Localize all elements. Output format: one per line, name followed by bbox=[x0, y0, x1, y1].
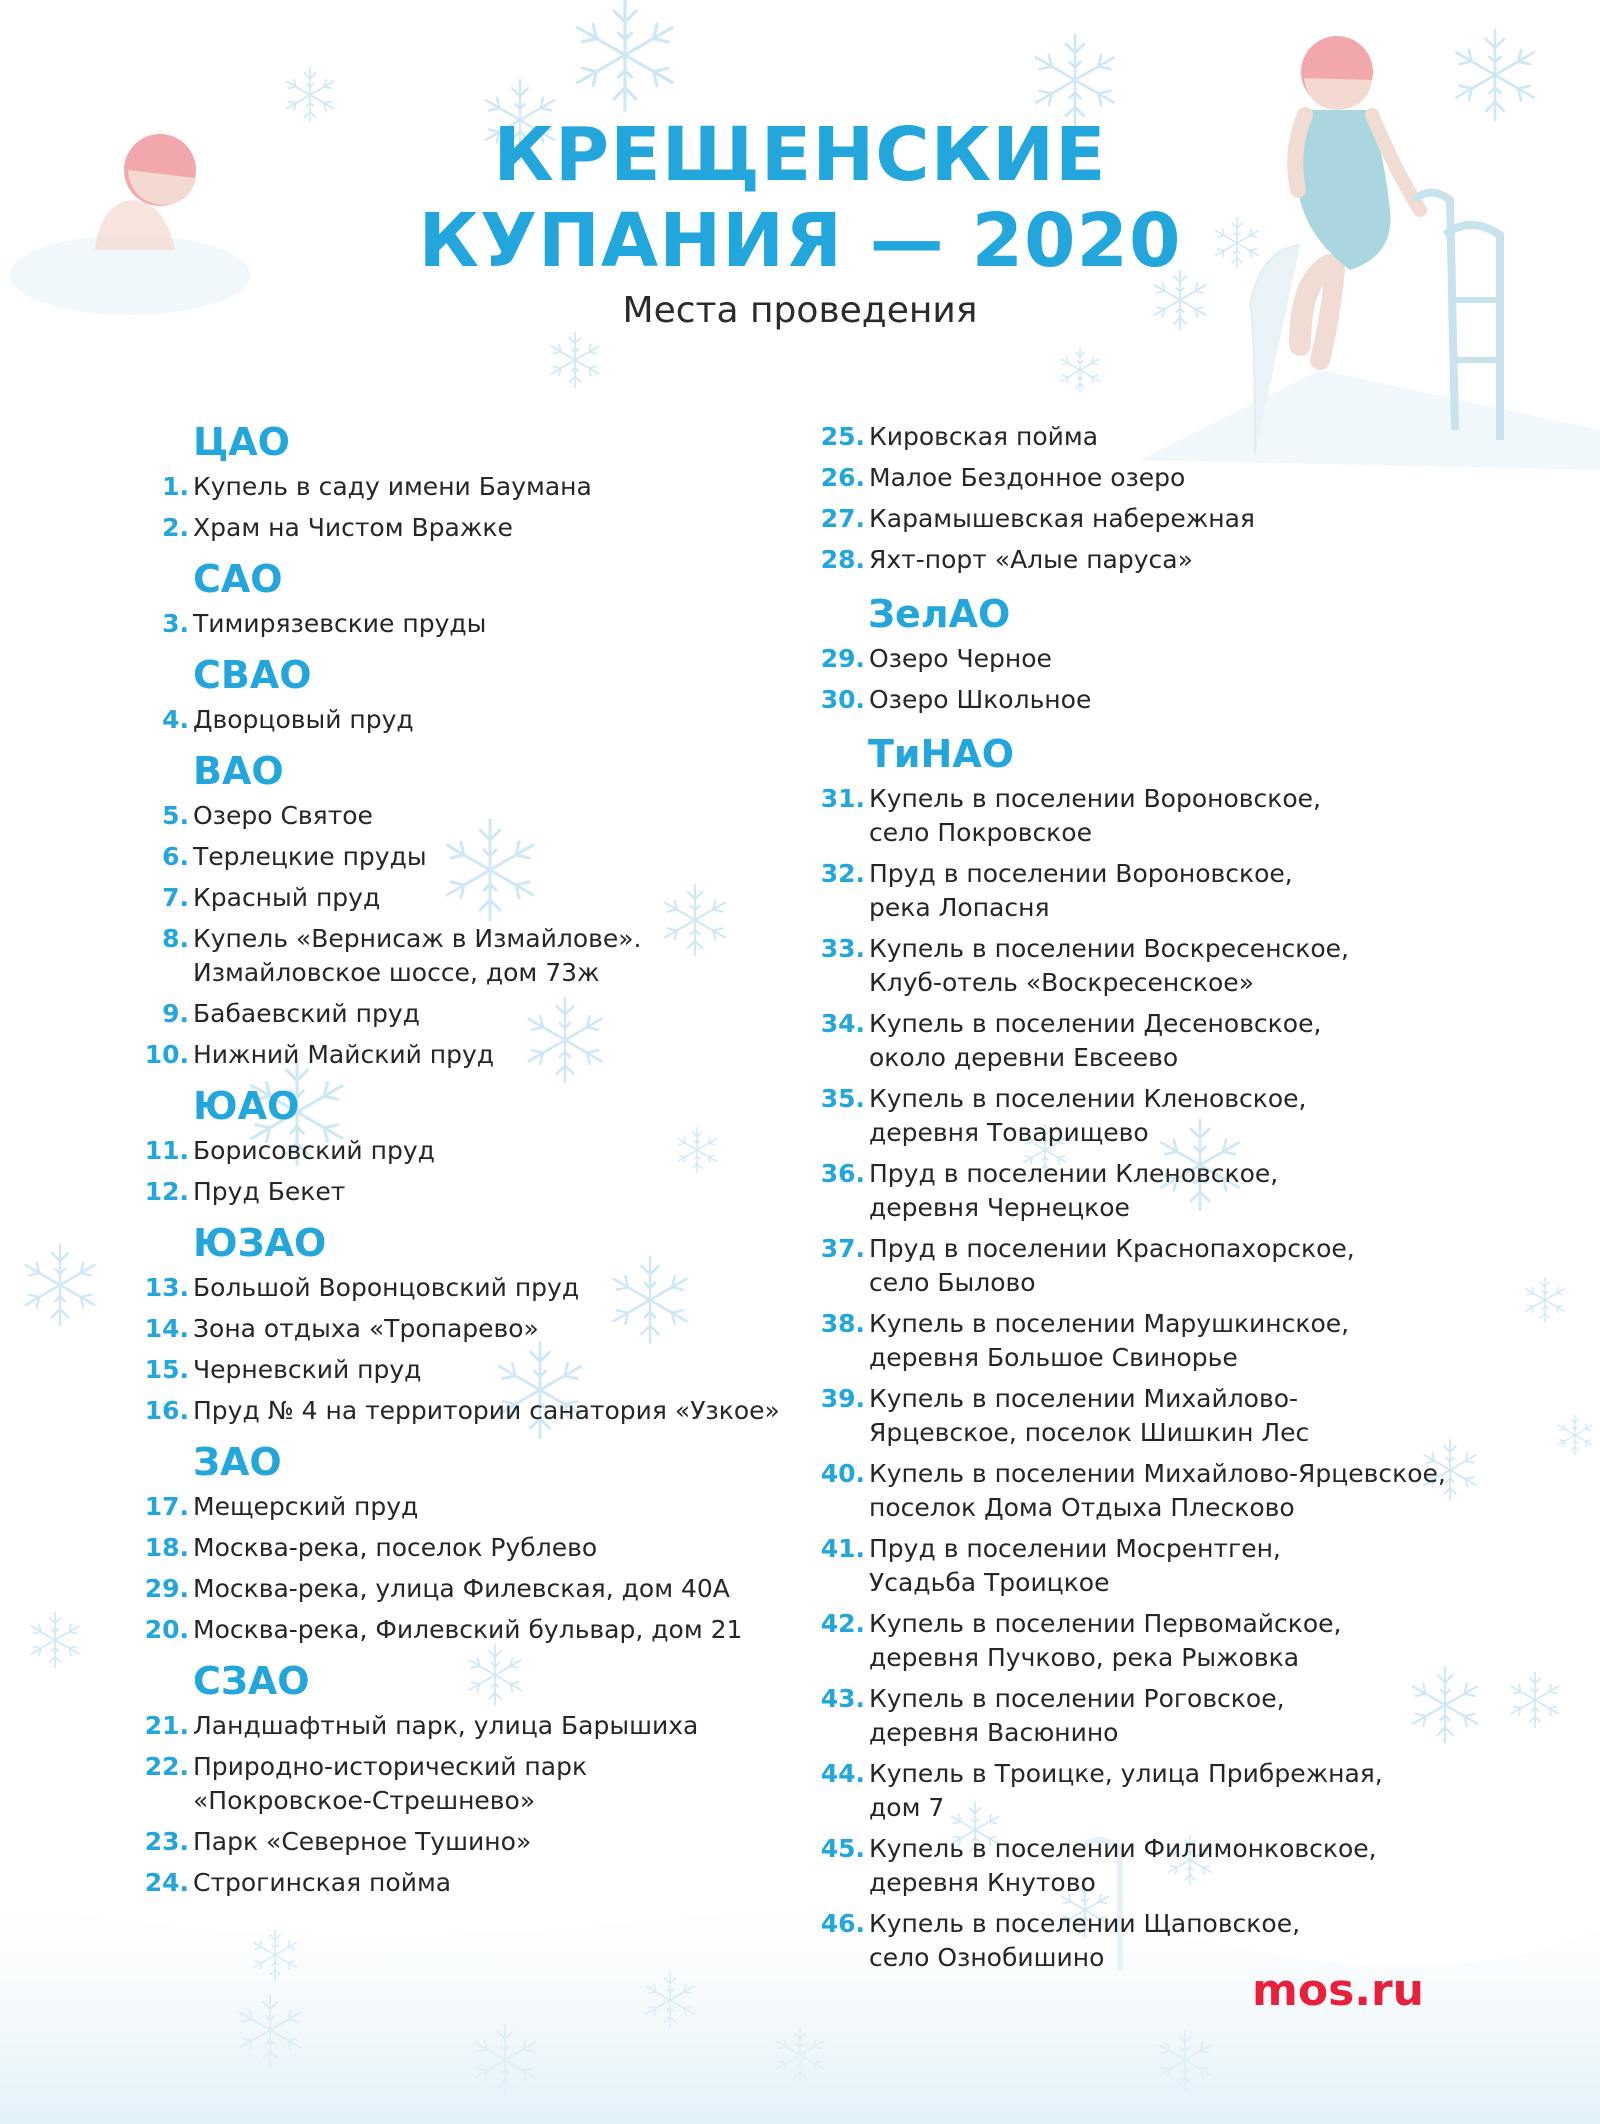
list-item-text-cont: Усадьба Троицкое bbox=[869, 1568, 1110, 1597]
list-item-text-cont: село Ознобишино bbox=[869, 1943, 1105, 1972]
list-item bbox=[820, 683, 1092, 717]
list-item-text: Купель «Вернисаж в Измайлове». bbox=[193, 924, 642, 953]
list-item-number: 8. bbox=[162, 924, 189, 953]
list-item-text: Парк «Северное Тушино» bbox=[193, 1827, 532, 1856]
list-item-number: 15. bbox=[144, 1355, 189, 1384]
list-item-text: Пруд в поселении Вороновское, bbox=[869, 859, 1293, 888]
list-item-text: Мещерский пруд bbox=[193, 1492, 419, 1521]
list-item-text: Озеро Школьное bbox=[869, 685, 1092, 714]
list-item-text: Купель в поселении Кленовское, bbox=[869, 1084, 1307, 1113]
list-item-text-cont: поселок Дома Отдыха Плесково bbox=[869, 1493, 1295, 1522]
page-title-line2: КУПАНИЯ — 2020 bbox=[418, 198, 1182, 284]
list-item-text: Купель в поселении Первомайское, bbox=[869, 1609, 1342, 1638]
list-item bbox=[820, 1757, 1383, 1825]
list-item-number: 28. bbox=[820, 545, 865, 574]
list-item-number: 4. bbox=[162, 705, 189, 734]
list-item-number: 9. bbox=[162, 999, 189, 1028]
list-item-text: Москва-река, Филевский бульвар, дом 21 bbox=[193, 1615, 743, 1644]
list-item-number: 5. bbox=[162, 801, 189, 830]
list-item-number: 46. bbox=[820, 1909, 865, 1938]
list-item-text-cont: Ярцевское, поселок Шишкин Лес bbox=[869, 1418, 1310, 1447]
list-item-text: Пруд в поселении Мосрентген, bbox=[869, 1534, 1281, 1563]
list-item bbox=[820, 1457, 1446, 1525]
list-item-number: 16. bbox=[144, 1396, 189, 1425]
list-item-text: Пруд в поселении Краснопахорское, bbox=[869, 1234, 1355, 1263]
list-item bbox=[820, 1007, 1322, 1075]
list-item-number: 20. bbox=[144, 1615, 189, 1644]
list-item-text-cont: село Покровское bbox=[869, 818, 1092, 847]
list-item-text: Купель в Троицке, улица Прибрежная, bbox=[869, 1759, 1383, 1788]
list-item-text: Пруд № 4 на территории санатория «Узкое» bbox=[193, 1396, 780, 1425]
district-heading: ЮАО bbox=[193, 1084, 300, 1128]
list-item-number: 40. bbox=[820, 1459, 865, 1488]
list-item-text-cont: деревня Товарищево bbox=[869, 1118, 1149, 1147]
list-item-text: Озеро Святое bbox=[193, 801, 373, 830]
list-item bbox=[820, 1157, 1279, 1225]
list-item-text: Пруд Бекет bbox=[193, 1177, 346, 1206]
list-item-number: 36. bbox=[820, 1159, 865, 1188]
list-item-number: 10. bbox=[144, 1040, 189, 1069]
list-item-text: Яхт-порт «Алые паруса» bbox=[869, 545, 1193, 574]
list-item-text: Природно-исторический парк bbox=[193, 1752, 588, 1781]
list-item-text: Терлецкие пруды bbox=[193, 842, 427, 871]
list-item-number: 23. bbox=[144, 1827, 189, 1856]
list-item-text: Пруд в поселении Кленовское, bbox=[869, 1159, 1279, 1188]
list-item-number: 31. bbox=[820, 784, 865, 813]
list-item-number: 24. bbox=[144, 1868, 189, 1897]
page-subtitle: Места проведения bbox=[622, 290, 978, 331]
list-item-number: 17. bbox=[144, 1492, 189, 1521]
mos-ru-logo: mos.ru bbox=[1252, 1965, 1425, 2016]
list-item-number: 22. bbox=[144, 1752, 189, 1781]
list-item-text-cont: деревня Пучково, река Рыжовка bbox=[869, 1643, 1300, 1672]
list-item bbox=[820, 932, 1350, 1000]
list-item-text: Москва-река, улица Филевская, дом 40А bbox=[193, 1574, 730, 1603]
list-item-number: 12. bbox=[144, 1177, 189, 1206]
list-item-number: 26. bbox=[820, 463, 865, 492]
list-item-text: Купель в поселении Марушкинское, bbox=[869, 1309, 1350, 1338]
list-item-text-cont: около деревни Евсеево bbox=[869, 1043, 1179, 1072]
list-item-text-cont: село Былово bbox=[869, 1268, 1036, 1297]
list-item-text: Кировская пойма bbox=[869, 422, 1099, 451]
list-item-text-cont: деревня Чернецкое bbox=[869, 1193, 1130, 1222]
list-item bbox=[820, 1307, 1350, 1375]
district-heading: ЗАО bbox=[193, 1440, 282, 1484]
list-item-number: 39. bbox=[820, 1384, 865, 1413]
list-item-text: Купель в поселении Михайлово-Ярцевское, bbox=[869, 1459, 1446, 1488]
list-item-text: Большой Воронцовский пруд bbox=[193, 1273, 580, 1302]
list-item-number: 7. bbox=[162, 883, 189, 912]
list-item-number: 43. bbox=[820, 1684, 865, 1713]
list-item-text: Купель в поселении Щаповское, bbox=[869, 1909, 1301, 1938]
list-item-number: 32. bbox=[820, 859, 865, 888]
district-heading: СВАО bbox=[193, 653, 312, 697]
list-item-number: 34. bbox=[820, 1009, 865, 1038]
list-item-text-cont: дом 7 bbox=[869, 1793, 945, 1822]
page-title-line1: КРЕЩЕНСКИЕ bbox=[493, 112, 1107, 198]
list-item-number: 29. bbox=[144, 1574, 189, 1603]
list-item-number: 1. bbox=[162, 472, 189, 501]
list-item-text: Купель в поселении Вороновское, bbox=[869, 784, 1321, 813]
list-item-text: Красный пруд bbox=[193, 883, 381, 912]
list-item-number: 2. bbox=[162, 513, 189, 542]
list-item-number: 13. bbox=[144, 1273, 189, 1302]
list-item-text-cont: Измайловское шоссе, дом 73ж bbox=[193, 958, 600, 987]
list-item-number: 25. bbox=[820, 422, 865, 451]
district-heading: ВАО bbox=[193, 749, 284, 793]
list-item-number: 3. bbox=[162, 609, 189, 638]
list-item-text: Черневский пруд bbox=[193, 1355, 422, 1384]
list-item bbox=[820, 1382, 1310, 1450]
list-item-text: Зона отдыха «Тропарево» bbox=[193, 1314, 539, 1343]
list-item-text: Купель в саду имени Баумана bbox=[193, 472, 592, 501]
list-item-text-cont: Клуб-отель «Воскресенское» bbox=[869, 968, 1254, 997]
district-heading: СЗАО bbox=[193, 1659, 310, 1703]
list-item-text: Малое Бездонное озеро bbox=[869, 463, 1186, 492]
list-item-number: 11. bbox=[144, 1136, 189, 1165]
list-item bbox=[820, 420, 1099, 454]
list-item-text: Нижний Майский пруд bbox=[193, 1040, 495, 1069]
list-item bbox=[820, 502, 1255, 536]
list-item bbox=[820, 1082, 1307, 1150]
list-item bbox=[820, 1532, 1281, 1600]
list-item-number: 41. bbox=[820, 1534, 865, 1563]
list-item-text: Храм на Чистом Вражке bbox=[193, 513, 513, 542]
list-item-text: Борисовский пруд bbox=[193, 1136, 435, 1165]
list-item-text: Купель в поселении Михайлово- bbox=[869, 1384, 1299, 1413]
list-item-text: Бабаевский пруд bbox=[193, 999, 420, 1028]
list-item-number: 38. bbox=[820, 1309, 865, 1338]
list-item bbox=[820, 543, 1193, 577]
district-heading: ТиНАО bbox=[868, 732, 1015, 776]
list-item bbox=[820, 642, 1052, 676]
list-item-number: 27. bbox=[820, 504, 865, 533]
list-item bbox=[820, 461, 1186, 495]
list-item-text-cont: деревня Кнутово bbox=[869, 1868, 1096, 1897]
list-item-text: Тимирязевские пруды bbox=[193, 609, 487, 638]
list-item-number: 6. bbox=[162, 842, 189, 871]
list-item-text: Купель в поселении Десеновское, bbox=[869, 1009, 1322, 1038]
list-item bbox=[820, 1607, 1342, 1675]
list-item-number: 30. bbox=[820, 685, 865, 714]
list-item-text: Озеро Черное bbox=[869, 644, 1052, 673]
list-item-number: 29. bbox=[820, 644, 865, 673]
district-heading: ЮЗАО bbox=[193, 1221, 327, 1265]
list-item-number: 21. bbox=[144, 1711, 189, 1740]
list-item-text: Купель в поселении Роговское, bbox=[869, 1684, 1285, 1713]
list-item-number: 35. bbox=[820, 1084, 865, 1113]
list-item bbox=[820, 1907, 1301, 1975]
list-item-number: 45. bbox=[820, 1834, 865, 1863]
list-item-text: Купель в поселении Филимонковское, bbox=[869, 1834, 1377, 1863]
list-item-text-cont: «Покровское-Стрешнево» bbox=[193, 1786, 536, 1815]
list-item-number: 33. bbox=[820, 934, 865, 963]
list-item-text-cont: река Лопасня bbox=[869, 893, 1050, 922]
list-item-text: Купель в поселении Воскресенское, bbox=[869, 934, 1350, 963]
list-item-number: 44. bbox=[820, 1759, 865, 1788]
list-item-number: 14. bbox=[144, 1314, 189, 1343]
district-heading: ЦАО bbox=[193, 420, 290, 464]
list-item bbox=[820, 782, 1321, 850]
district-heading: ЗелАО bbox=[868, 592, 1011, 636]
list-item-text: Строгинская пойма bbox=[193, 1868, 452, 1897]
list-item-text: Ландшафтный парк, улица Барышиха bbox=[193, 1711, 699, 1740]
list-item-number: 37. bbox=[820, 1234, 865, 1263]
list-item-text: Москва-река, поселок Рублево bbox=[193, 1533, 598, 1562]
list-item bbox=[820, 1832, 1377, 1900]
district-heading: САО bbox=[193, 557, 283, 601]
list-item-text-cont: деревня Васюнино bbox=[869, 1718, 1119, 1747]
list-item bbox=[820, 857, 1293, 925]
list-item-number: 42. bbox=[820, 1609, 865, 1638]
list-item bbox=[820, 1682, 1285, 1750]
list-item bbox=[820, 1232, 1355, 1300]
list-item-text: Карамышевская набережная bbox=[869, 504, 1255, 533]
list-item-text: Дворцовый пруд bbox=[193, 705, 414, 734]
list-item-text-cont: деревня Большое Свинорье bbox=[869, 1343, 1238, 1372]
list-item-number: 18. bbox=[144, 1533, 189, 1562]
